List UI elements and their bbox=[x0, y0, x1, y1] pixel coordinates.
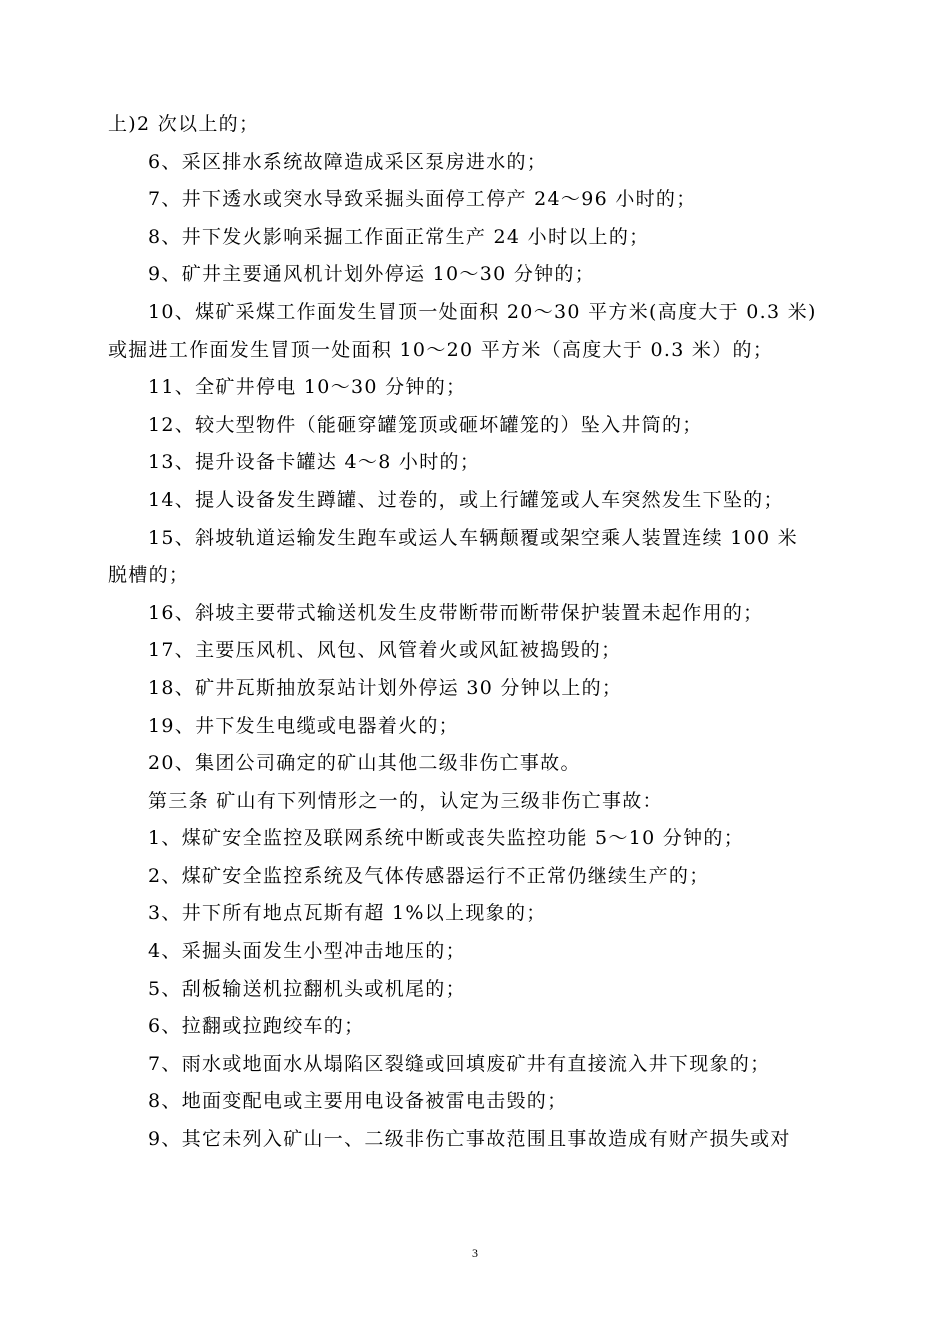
text-line: 17、主要压风机、风包、风管着火或风缸被捣毁的； bbox=[148, 639, 622, 662]
text-line: 11、全矿井停电 10～30 分钟的； bbox=[148, 376, 467, 399]
text-line: 8、地面变配电或主要用电设备被雷电击毁的； bbox=[148, 1090, 568, 1113]
text-line: 4、采掘头面发生小型冲击地压的； bbox=[148, 940, 466, 963]
page-number: 3 bbox=[472, 1246, 478, 1260]
text-line: 2、煤矿安全监控系统及气体传感器运行不正常仍继续生产的； bbox=[148, 864, 710, 887]
text-line: 19、井下发生电缆或电器着火的； bbox=[148, 714, 459, 737]
text-line: 1、煤矿安全监控及联网系统中断或丧失监控功能 5～10 分钟的； bbox=[148, 827, 745, 850]
text-line: 9、其它未列入矿山一、二级非伤亡事故范围且事故造成有财产损失或对 bbox=[148, 1128, 791, 1151]
text-line: 第三条 矿山有下列情形之一的，认定为三级非伤亡事故： bbox=[148, 789, 663, 812]
text-line: 10、煤矿采煤工作面发生冒顶一处面积 20～30 平方米(高度大于 0.3 米) bbox=[148, 300, 817, 323]
text-line: 3、井下所有地点瓦斯有超 1%以上现象的； bbox=[148, 902, 547, 925]
text-line: 16、斜坡主要带式输送机发生皮带断带而断带保护装置未起作用的； bbox=[148, 601, 764, 624]
text-line: 7、雨水或地面水从塌陷区裂缝或回填废矿井有直接流入井下现象的； bbox=[148, 1052, 771, 1075]
text-line: 13、提升设备卡罐达 4～8 小时的； bbox=[148, 451, 481, 474]
text-line: 9、矿井主要通风机计划外停运 10～30 分钟的； bbox=[148, 263, 596, 286]
text-line: 12、较大型物件（能砸穿罐笼顶或砸坏罐笼的）坠入井筒的； bbox=[148, 413, 703, 436]
text-line: 上)2 次以上的； bbox=[108, 113, 260, 135]
text-line: 7、井下透水或突水导致采掘头面停工停产 24～96 小时的； bbox=[148, 188, 697, 211]
text-line: 20、集团公司确定的矿山其他二级非伤亡事故。 bbox=[148, 752, 581, 775]
text-line: 或掘进工作面发生冒顶一处面积 10～20 平方米（高度大于 0.3 米）的； bbox=[108, 338, 774, 361]
text-line: 15、斜坡轨道运输发生跑车或运人车辆颠覆或架空乘人装置连续 100 米 bbox=[148, 526, 799, 549]
text-line: 18、矿井瓦斯抽放泵站计划外停运 30 分钟以上的； bbox=[148, 676, 623, 699]
document-body bbox=[108, 106, 848, 1159]
text-line: 脱槽的； bbox=[108, 564, 190, 587]
text-line: 6、拉翻或拉跑绞车的； bbox=[148, 1015, 365, 1038]
text-line: 6、采区排水系统故障造成采区泵房进水的； bbox=[148, 150, 548, 173]
text-line: 14、提人设备发生蹲罐、过卷的，或上行罐笼或人车突然发生下坠的； bbox=[148, 488, 784, 511]
text-line: 8、井下发火影响采掘工作面正常生产 24 小时以上的； bbox=[148, 225, 650, 248]
text-line: 5、刮板输送机拉翻机头或机尾的； bbox=[148, 977, 466, 1000]
